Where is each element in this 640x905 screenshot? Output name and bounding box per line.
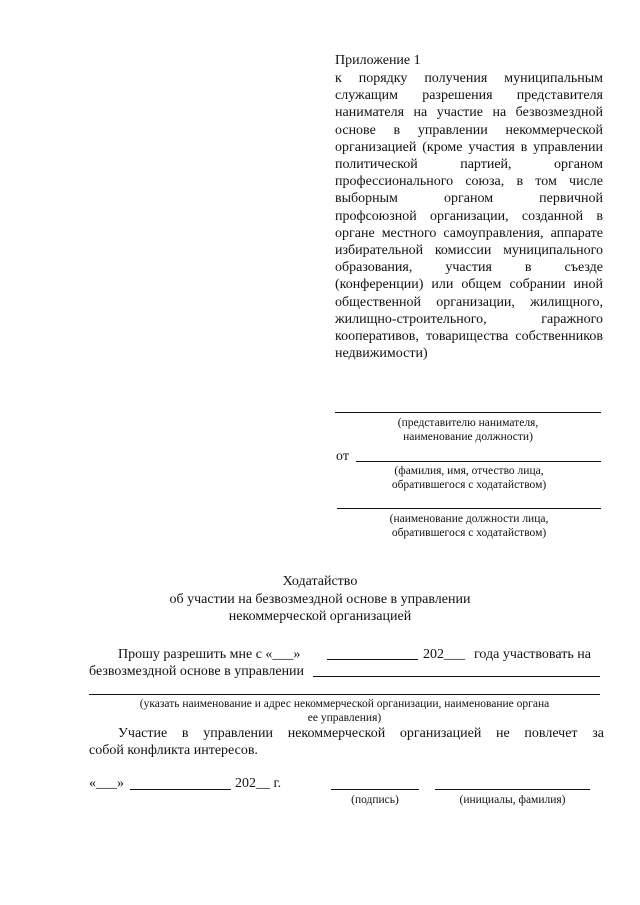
month-line[interactable] (327, 659, 418, 660)
addressee-line[interactable] (335, 412, 601, 413)
name-caption: (инициалы, фамилия) (459, 794, 566, 806)
date-year: 202__ г. (235, 776, 282, 791)
position-caption-1: (наименование должности лица, (389, 513, 549, 525)
date-day: «___» (89, 776, 124, 791)
organization-caption-1: (указать наименование и адрес некоммерческой организации, наименование органа (139, 698, 550, 710)
from-label: от (336, 449, 349, 464)
from-line[interactable] (356, 461, 601, 462)
request-end: года участвовать на (474, 647, 591, 662)
petition-subtitle-2: некоммерческой организацией (228, 609, 412, 624)
year-prefix: 202___ (423, 647, 465, 662)
conflict-statement-1: Участие в управлении некоммерческой организацией не повлечет за (118, 726, 604, 741)
addressee-caption-2: наименование должности) (403, 431, 533, 443)
management-line[interactable] (313, 676, 600, 677)
management-label: безвозмездной основе в управлении (89, 664, 305, 679)
conflict-statement-2: собой конфликта интересов. (89, 743, 258, 758)
position-caption-2: обратившегося с ходатайством) (391, 527, 547, 539)
petition-title: Ходатайство (282, 574, 358, 589)
organization-line[interactable] (89, 694, 600, 695)
addressee-caption-1: (представителю нанимателя, (397, 417, 539, 429)
petition-subtitle-1: об участии на безвозмездной основе в управлении (169, 592, 471, 607)
organization-caption-2: ее управления) (307, 712, 382, 724)
signature-line[interactable] (331, 789, 419, 790)
request-start: Прошу разрешить мне с «___» (118, 647, 301, 662)
position-line[interactable] (337, 508, 601, 509)
date-month-line[interactable] (130, 789, 231, 790)
from-caption-1: (фамилия, имя, отчество лица, (394, 465, 544, 477)
name-line[interactable] (435, 789, 590, 790)
appendix-title: Приложение 1 (335, 53, 421, 68)
signature-caption: (подпись) (351, 794, 399, 806)
from-caption-2: обратившегося с ходатайством) (391, 479, 547, 491)
appendix-description: к порядку получения муниципальным служащим разрешения представителя нанимателя на участие на безвозмездной основе в управлении некоммерческой организацией (кроме участия в управлении политической партией, органом профессионального союза, в том числе выборным органом первичной профсоюзной организации, созданной в органе местного самоуправления, аппарате избирательной комиссии муниципального образования, участия в съезде (конференции) или общем собрании иной общественной организации, жилищного, жилищно-строительного, гаражного кооперативов, товарищества собственников недвижимости) (335, 71, 603, 362)
